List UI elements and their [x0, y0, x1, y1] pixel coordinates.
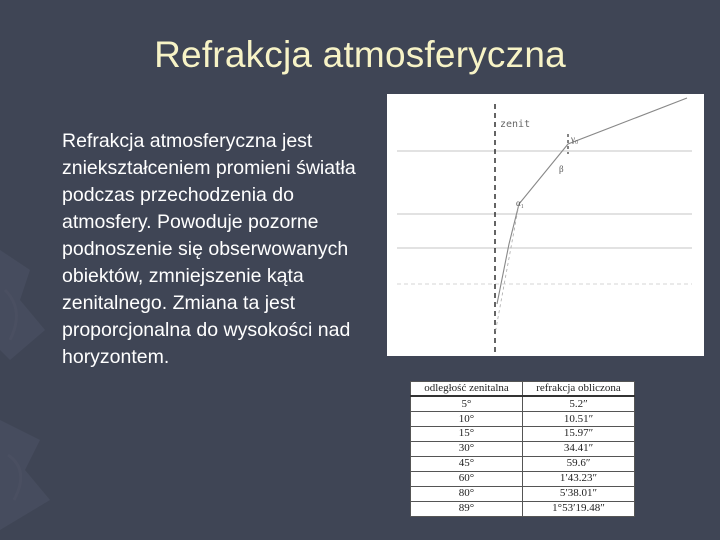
table-row [411, 456, 635, 471]
refraction-diagram [387, 94, 704, 356]
cell-refraction: 59.6″ [523, 456, 635, 471]
cell-zenith: 10° [411, 412, 523, 427]
cell-refraction: 10.51″ [523, 412, 635, 427]
cell-zenith: 15° [411, 427, 523, 442]
table-row [411, 412, 635, 427]
zenith-label: zenit [500, 119, 531, 130]
cell-refraction: 5.2″ [523, 396, 635, 412]
cell-refraction: 1′43.23″ [523, 471, 635, 486]
angle-label-top: γ₀ [571, 134, 579, 144]
cell-refraction: 1°53′19.48″ [523, 501, 635, 516]
table-row [411, 427, 635, 442]
angle-label-low: α₁ [516, 198, 524, 208]
header-computed-refraction: refrakcja obliczona [523, 382, 635, 397]
refraction-diagram-svg [387, 94, 704, 356]
apparent-ray [495, 204, 519, 334]
cell-refraction: 5′38.01″ [523, 486, 635, 501]
refraction-table [410, 381, 635, 517]
table-row [411, 471, 635, 486]
cell-zenith: 80° [411, 486, 523, 501]
table-row [411, 486, 635, 501]
table-row [411, 441, 635, 456]
cell-refraction: 34.41″ [523, 441, 635, 456]
angle-label-mid: β [559, 164, 564, 174]
header-zenith-distance: odległość zenitalna [411, 382, 523, 397]
slide-body-text: Refrakcja atmosferyczna jest zniekształceniem promieni światła podczas przechodzenia do atmosfery. Powoduje pozorne podnoszenie się obserwowanych obiektów, zmniejszenie kąta zenitalnego. Zmiana ta jest proporcjonalna do wysokości nad horyzontem. [62, 130, 356, 368]
table-row [411, 396, 635, 412]
cell-zenith: 5° [411, 396, 523, 412]
cell-zenith: 89° [411, 501, 523, 516]
cell-zenith: 45° [411, 456, 523, 471]
cell-refraction: 15.97″ [523, 427, 635, 442]
slide-title: Refrakcja atmosferyczna [154, 34, 566, 75]
table-row [411, 501, 635, 516]
cell-zenith: 30° [411, 441, 523, 456]
cell-zenith: 60° [411, 471, 523, 486]
